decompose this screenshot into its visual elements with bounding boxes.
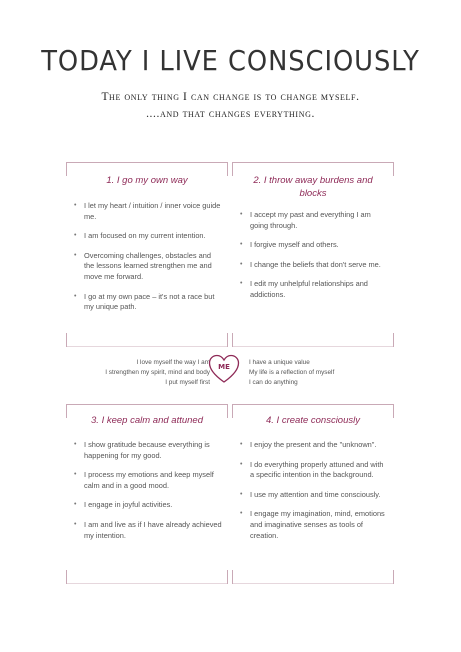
list-item: • I edit my unhelpful relationships and addictions. [232,279,394,300]
list-item: • I process my emotions and keep myself calm and in a good mood. [66,470,228,491]
list-item: • I enjoy the present and the "unknown". [232,440,394,451]
list-item: • I let my heart / intuition / inner voice guide me. [66,201,228,222]
list-item: • I forgive myself and others. [232,240,394,251]
list-item: • I am and live as if I have already achieved my intention. [66,520,228,541]
affirmation-text: I put myself first [165,379,210,386]
subtitle-line-1: The only thing I can change is to change myself. [101,91,360,103]
me-label: ME [218,363,230,371]
card-title: 2. I throw away burdens and blocks [253,175,373,199]
list-item: • I engage in joyful activities. [66,500,228,511]
card-go-own-way [66,162,228,347]
list-item: • I show gratitude because everything is happening for my good. [66,440,228,461]
affirmation-text: I have a unique value [249,359,310,366]
card-title: 3. I keep calm and attuned [91,415,203,426]
affirmation-text: I can do anything [249,379,298,386]
subtitle-line-2: ....and that changes everything. [146,108,315,120]
list-item: • I engage my imagination, mind, emotions and imaginative senses as tools of creation. [232,509,394,541]
card-keep-calm [66,404,228,584]
card-throw-away-burdens [232,162,394,347]
card-title: 1. I go my own way [106,175,188,186]
list-item: • I am focused on my current intention. [66,231,228,242]
affirmation-text: I strengthen my spirit, mind and body [105,369,210,376]
affirmations-left [105,358,210,388]
list-item: • I use my attention and time consciously. [232,490,394,501]
list-item: • Overcoming challenges, obstacles and the lessons learned strengthen me and move me forward. [66,251,228,283]
card-create-consciously [232,404,394,584]
me-affirmations [60,352,400,392]
card-list [232,210,394,301]
page-title: TODAY I LIVE CONSCIOUSLY [41,44,420,77]
affirmation-text: I love myself the way I am [136,359,210,366]
card-list [66,440,228,541]
card-list [66,201,228,313]
affirmations-right [249,358,334,388]
list-item: • I accept my past and everything I am going through. [232,210,394,231]
card-title: 4. I create consciously [266,415,360,426]
card-list [232,440,394,541]
list-item: • I go at my own pace – it's not a race but my unique path. [66,292,228,313]
list-item: • I do everything properly attuned and with a specific intention in the background. [232,460,394,481]
affirmation-text: My life is a reflection of myself [249,369,335,376]
list-item: • I change the beliefs that don't serve me. [232,260,394,271]
